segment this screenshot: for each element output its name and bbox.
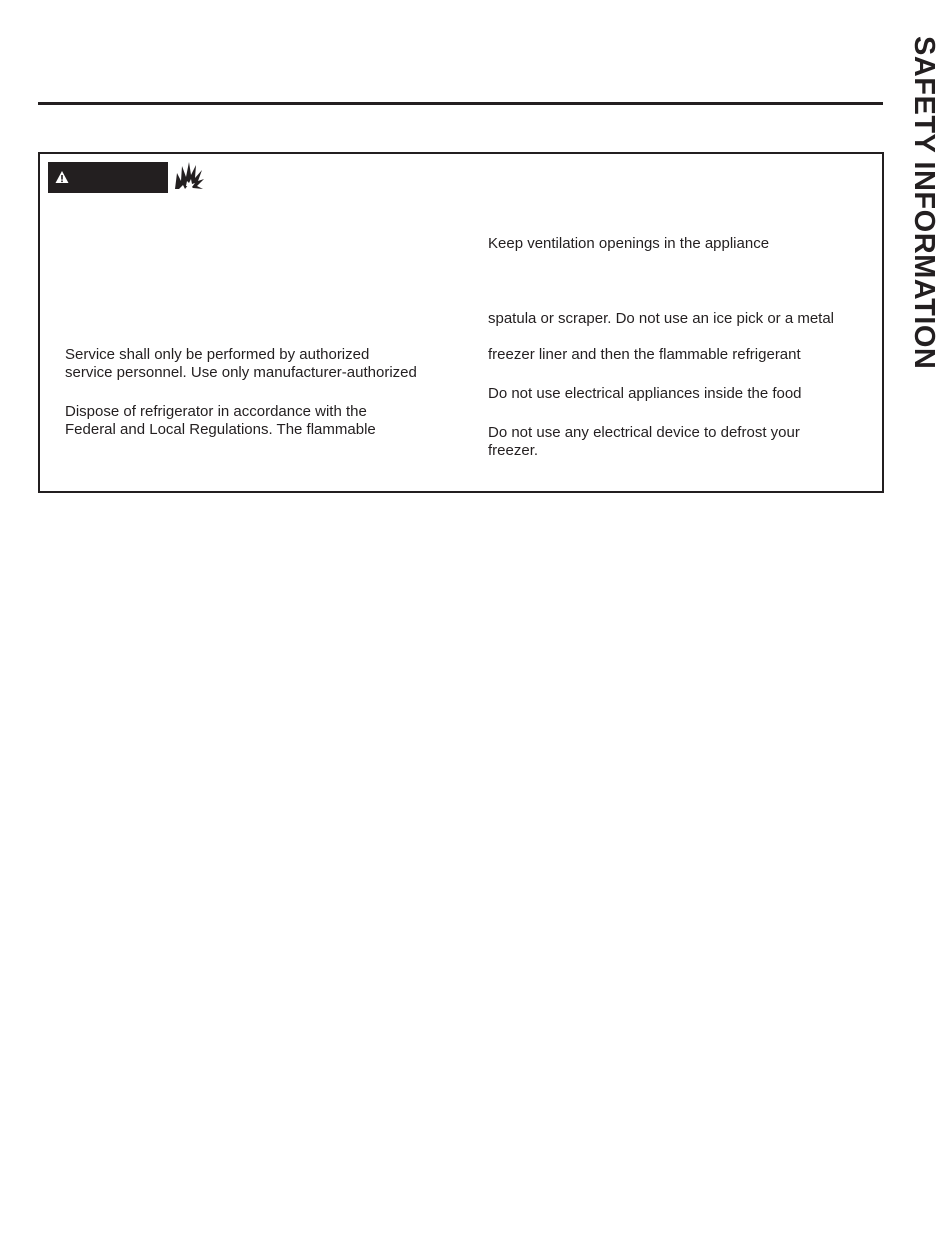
explosion-icon [173, 160, 205, 190]
warning-box [38, 152, 884, 493]
warning-text-disposal: Dispose of refrigerator in accordance with the Federal and Local Regulations. The flammable [65, 403, 376, 438]
warning-text-defrost-tools: spatula or scraper. Do not use an ice pick or a metal [488, 310, 835, 327]
warning-badge [48, 162, 168, 193]
warning-text-freezer-liner: freezer liner and then the flammable refrigerant [488, 346, 801, 363]
warning-text-ventilation: Keep ventilation openings in the appliance [488, 235, 770, 252]
warning-text-service: Service shall only be performed by authorized service personnel. Use only manufacturer-authorized [65, 346, 417, 381]
warning-text-electrical-device: Do not use any electrical device to defrost your freezer. [488, 424, 800, 459]
header-rule [38, 102, 883, 105]
warning-triangle-icon [55, 170, 69, 184]
section-side-tab-label: SAFETY INFORMATION [908, 36, 940, 370]
warning-text-electrical-appliances: Do not use electrical appliances inside the food [488, 385, 802, 402]
section-side-tab [903, 36, 943, 406]
